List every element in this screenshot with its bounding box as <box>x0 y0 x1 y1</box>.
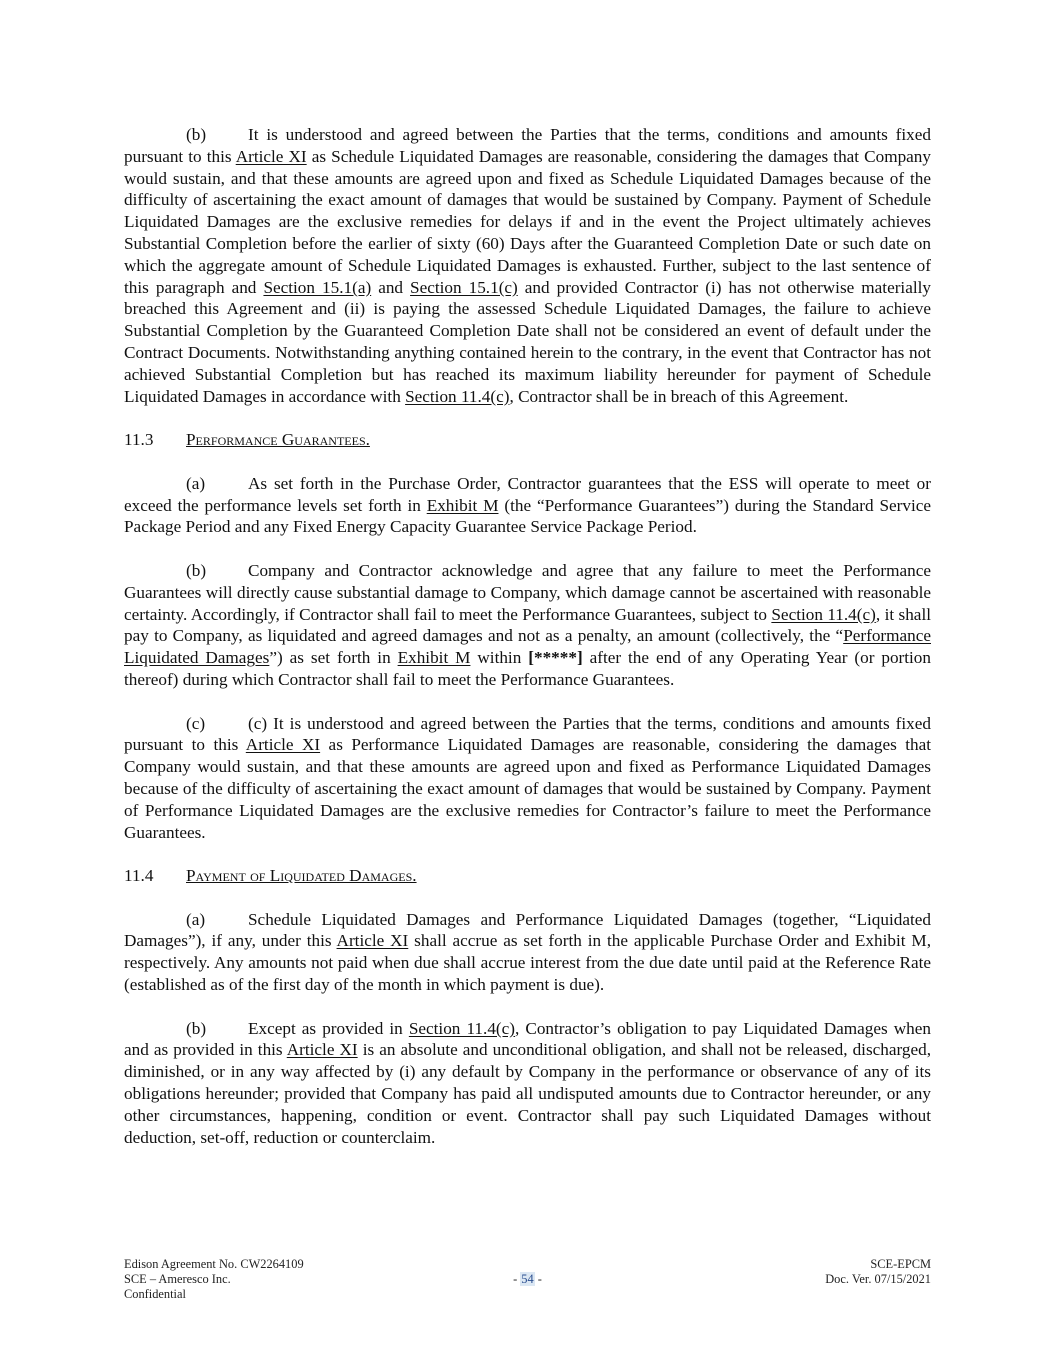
section-title: Performance Guarantees. <box>186 430 370 450</box>
section-heading-11-4 <box>124 865 931 887</box>
redacted-text: [*****] <box>528 648 583 668</box>
paragraph-11-3-b <box>124 560 931 691</box>
page-number-suffix: - <box>534 1272 542 1286</box>
paragraph-11-4-a <box>124 909 931 996</box>
section-15-1-c-link[interactable]: Section 15.1(c) <box>410 277 518 297</box>
paragraph-11-4-b <box>124 1018 931 1149</box>
text: It is understood and agreed between the Parties that the terms, conditions and amounts fixed pursuant to this <box>124 125 931 166</box>
text: Except as provided in <box>248 1018 409 1038</box>
text: within <box>470 648 529 668</box>
parties: SCE – Ameresco Inc. <box>124 1272 231 1286</box>
text: and <box>371 277 411 297</box>
paragraph-11-2-b <box>124 124 931 407</box>
performance-liquidated-damages-term: Performance Liquidated Damages <box>124 626 931 668</box>
section-number: 11.4 <box>124 866 154 886</box>
paragraph-label: (b) <box>186 125 207 144</box>
document-code: SCE-EPCM <box>870 1257 931 1271</box>
text: (c) It is understood and agreed between the Parties that the terms, conditions and amounts fixed pursuant to this <box>124 713 931 755</box>
page-number-prefix: - <box>513 1272 521 1286</box>
paragraph-label: (b) <box>186 1018 207 1038</box>
page-number: 54 <box>521 1272 534 1286</box>
text: , Contractor’s obligation to pay Liquidated Damages when and as provided in this <box>124 1018 931 1060</box>
document-version: Doc. Ver. 07/15/2021 <box>825 1272 931 1286</box>
section-11-4-c-link[interactable]: Section 11.4(c) <box>405 386 510 406</box>
article-xi-link[interactable]: Article XI <box>235 146 307 166</box>
text: is an absolute and unconditional obligation, and shall not be released, discharged, diminished, or in any way affected by (i) any default by Company in the performance or observance of any of its obligations hereunder; provided that Company has paid all undisputed amounts due to Contractor hereunder, or any other circumstances, happening, condition or event. Contractor shall pay such Liquidated Damages without deduction, set-off, reduction or counterclaim. <box>124 1040 932 1147</box>
section-number: 11.3 <box>124 430 154 450</box>
section-11-4-c-link[interactable]: Section 11.4(c) <box>408 1018 515 1038</box>
article-xi-link[interactable]: Article XI <box>286 1040 358 1060</box>
page-number-block <box>124 1272 931 1287</box>
paragraph-label: (c) <box>186 713 206 733</box>
text: , Contractor shall be in breach of this Agreement. <box>509 386 849 406</box>
exhibit-m-link[interactable]: Exhibit M <box>397 648 471 668</box>
section-title: Payment of Liquidated Damages. <box>186 866 417 886</box>
text: Company and Contractor acknowledge and agree that any failure to meet the Performance Guarantees will directly cause substantial damage to Company, which damage cannot be ascertained with reasonable certainty. Accordingly, if Contractor shall fail to meet the Performance Guarantees, subject to <box>124 560 931 624</box>
text: shall accrue as set forth in the applicable Purchase Order and Exhibit M, respectively. Any amounts not paid when due shall accrue interest from the due date until paid at the Reference Rate (established as of the first day of the month in which payment is due). <box>124 931 931 995</box>
text: As set forth in the Purchase Order, Contractor guarantees that the ESS will operate to meet or exceed the performance levels set forth in <box>124 473 931 515</box>
confidential-label: Confidential <box>124 1287 186 1301</box>
paragraph-11-3-c <box>124 713 931 844</box>
article-xi-link[interactable]: Article XI <box>336 931 409 951</box>
text: ”) as set forth in <box>269 648 398 668</box>
paragraph-label: (b) <box>186 560 207 580</box>
paragraph-11-3-a <box>124 473 931 538</box>
paragraph-label: (a) <box>186 473 206 493</box>
section-11-4-c-link[interactable]: Section 11.4(c) <box>771 604 876 624</box>
text: as Schedule Liquidated Damages are reasonable, considering the damages that Company would sustain, and that these amounts are agreed upon and fixed as Schedule Liquidated Damages because of the difficulty of ascertaining the exact amount of damages that would be sustained by Company. Payment of Schedule Liquidated Damages are the exclusive remedies for delays if and in the event the Project ultimately achieves Substantial Completion before the earlier of sixty (60) Days after the Guaranteed Completion Date or such date on which the aggregate amount of Schedule Liquidated Damages is exhausted. Further, subject to the last sentence of this paragraph and <box>124 146 931 297</box>
agreement-number: Edison Agreement No. CW2264109 <box>124 1257 304 1271</box>
paragraph-label: (a) <box>186 909 206 929</box>
exhibit-m-link[interactable]: Exhibit M <box>426 495 499 515</box>
article-xi-link[interactable]: Article XI <box>245 735 321 755</box>
text: (the “Performance Guarantees”) during the Standard Service Package Period and any Fixed Energy Capacity Guarantee Service Package Period. <box>124 495 931 537</box>
section-heading-11-3 <box>124 429 931 451</box>
text: and provided Contractor (i) has not otherwise materially breached this Agreement and (ii) is paying the assessed Schedule Liquidated Damages, the failure to achieve Substantial Completion by the Guaranteed Completion Date shall not be considered an event of default under the Contract Documents. Notwithstanding anything contained herein to the contrary, in the event that Contractor has not achieved Substantial Completion but has reached its maximum liability hereunder for payment of Schedule Liquidated Damages in accordance with <box>124 277 931 406</box>
footer-right <box>825 1257 931 1287</box>
text: Schedule Liquidated Damages and Performance Liquidated Damages (together, “Liquidated Damages”), if any, under this <box>124 909 931 951</box>
text: after the end of any Operating Year (or portion thereof) during which Contractor shall fail to meet the Performance Guarantees. <box>124 648 931 689</box>
text: as Performance Liquidated Damages are reasonable, considering the damages that Company would sustain, and that these amounts are agreed upon and fixed as Performance Liquidated Damages because of the difficulty of ascertaining the exact amount of damages that would be sustained by Company. Payment of Performance Liquidated Damages are the exclusive remedies for Contractor’s failure to meet the Performance Guarantees. <box>124 735 931 842</box>
text: , it shall pay to Company, as liquidated and agreed damages and not as a penalty, an amount (collectively, the “ <box>124 604 931 646</box>
section-15-1-a-link[interactable]: Section 15.1(a) <box>263 277 372 297</box>
document-body <box>124 124 931 1170</box>
